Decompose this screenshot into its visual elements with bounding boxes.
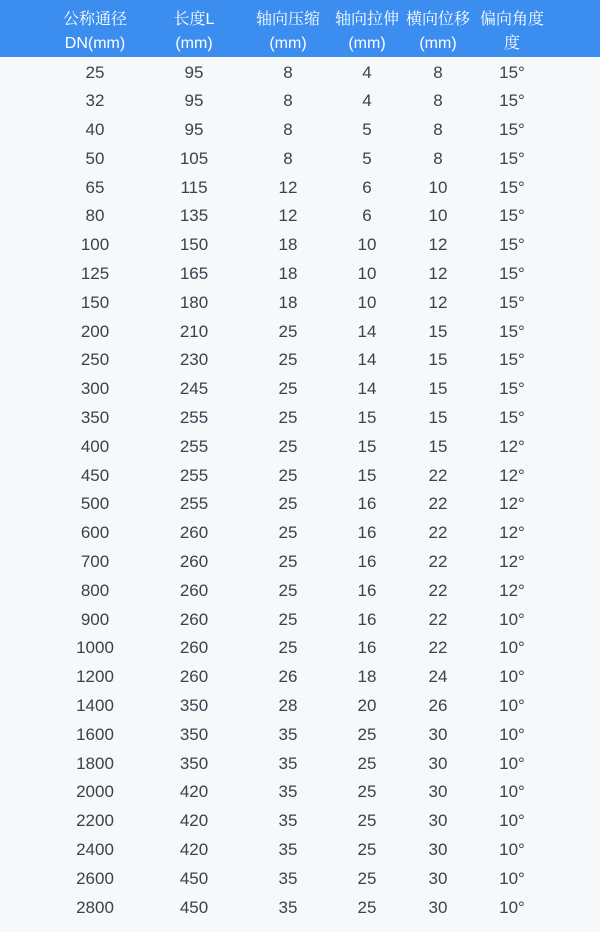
cell-nominal-diameter: 2000: [76, 782, 114, 802]
column-header-length: [144, 0, 244, 58]
cell-deflection-angle: 10°: [499, 839, 525, 859]
cell-deflection-angle: 15°: [499, 177, 525, 197]
cell-lateral-displacement: 22: [428, 465, 448, 485]
cell-axial-tension: 14: [357, 321, 377, 341]
table-row: [0, 404, 600, 433]
column-header-nominal-diameter: [0, 0, 144, 58]
cell-nominal-diameter: 50: [85, 148, 105, 168]
table-row: [0, 346, 600, 375]
cell-lateral-displacement: 10: [428, 177, 448, 197]
cell-length: 105: [179, 148, 209, 168]
cell-axial-compression: 25: [278, 436, 298, 456]
cell-axial-tension: 25: [357, 868, 377, 888]
cell-axial-compression: 35: [278, 753, 298, 773]
cell-nominal-diameter: 2600: [76, 868, 114, 888]
cell-deflection-angle: 12°: [499, 494, 525, 514]
cell-axial-compression: 18: [278, 263, 298, 283]
column-header-lateral-displacement: [402, 0, 474, 58]
cell-length: 260: [179, 551, 209, 571]
cell-axial-compression: 28: [278, 695, 298, 715]
table-row: [0, 605, 600, 634]
cell-axial-compression: 35: [278, 782, 298, 802]
cell-lateral-displacement: 15: [428, 350, 448, 370]
cell-axial-tension: 16: [357, 551, 377, 571]
cell-lateral-displacement: 22: [428, 638, 448, 658]
cell-axial-tension: 25: [357, 897, 377, 917]
cell-deflection-angle: 15°: [499, 321, 525, 341]
cell-axial-compression: 12: [278, 206, 298, 226]
cell-deflection-angle: 12°: [499, 580, 525, 600]
table-row: [0, 144, 600, 173]
cell-nominal-diameter: 900: [80, 609, 110, 629]
table-row: [0, 116, 600, 145]
cell-deflection-angle: 10°: [499, 897, 525, 917]
cell-deflection-angle: 10°: [499, 868, 525, 888]
cell-axial-compression: 25: [278, 350, 298, 370]
cell-lateral-displacement: 30: [428, 753, 448, 773]
cell-lateral-displacement: 10: [428, 206, 448, 226]
cell-lateral-displacement: 30: [428, 811, 448, 831]
column-header-unit: (mm): [269, 35, 307, 52]
cell-axial-compression: 25: [278, 523, 298, 543]
cell-length: 95: [184, 62, 204, 82]
cell-length: 135: [179, 206, 209, 226]
cell-nominal-diameter: 2800: [76, 897, 114, 917]
cell-length: 180: [179, 292, 209, 312]
cell-nominal-diameter: 1200: [76, 667, 114, 687]
table-row: [0, 749, 600, 778]
cell-axial-tension: 10: [357, 235, 377, 255]
table-row: [0, 634, 600, 663]
cell-lateral-displacement: 15: [428, 407, 448, 427]
cell-lateral-displacement: 15: [428, 379, 448, 399]
cell-deflection-angle: 15°: [499, 206, 525, 226]
cell-lateral-displacement: 8: [433, 91, 443, 111]
cell-nominal-diameter: 700: [80, 551, 110, 571]
cell-axial-compression: 35: [278, 868, 298, 888]
table-row: [0, 58, 600, 87]
cell-axial-compression: 18: [278, 235, 298, 255]
column-header-label: 长度L: [173, 11, 215, 28]
table-row: [0, 548, 600, 577]
cell-lateral-displacement: 12: [428, 263, 448, 283]
cell-axial-compression: 18: [278, 292, 298, 312]
cell-axial-tension: 16: [357, 638, 377, 658]
table-row: [0, 893, 600, 922]
cell-axial-tension: 14: [357, 379, 377, 399]
cell-axial-tension: 14: [357, 350, 377, 370]
cell-axial-compression: 25: [278, 580, 298, 600]
cell-axial-compression: 35: [278, 897, 298, 917]
cell-length: 230: [179, 350, 209, 370]
cell-length: 350: [179, 753, 209, 773]
cell-axial-compression: 25: [278, 609, 298, 629]
cell-axial-compression: 8: [283, 91, 293, 111]
cell-length: 260: [179, 609, 209, 629]
cell-deflection-angle: 15°: [499, 379, 525, 399]
cell-nominal-diameter: 1000: [76, 638, 114, 658]
cell-lateral-displacement: 15: [428, 321, 448, 341]
header-row: [0, 0, 600, 58]
cell-deflection-angle: 10°: [499, 609, 525, 629]
cell-axial-compression: 26: [278, 667, 298, 687]
cell-axial-compression: 8: [283, 148, 293, 168]
cell-deflection-angle: 15°: [499, 292, 525, 312]
cell-length: 245: [179, 379, 209, 399]
cell-axial-compression: 35: [278, 811, 298, 831]
cell-axial-compression: 25: [278, 379, 298, 399]
cell-length: 165: [179, 263, 209, 283]
cell-axial-tension: 25: [357, 839, 377, 859]
cell-lateral-displacement: 22: [428, 551, 448, 571]
cell-nominal-diameter: 32: [85, 91, 105, 111]
cell-lateral-displacement: 30: [428, 724, 448, 744]
cell-deflection-angle: 10°: [499, 753, 525, 773]
cell-length: 350: [179, 724, 209, 744]
cell-axial-tension: 4: [362, 91, 372, 111]
cell-axial-tension: 5: [362, 119, 372, 139]
cell-deflection-angle: 12°: [499, 551, 525, 571]
column-header-axial-tension: [332, 0, 402, 58]
table-row: [0, 461, 600, 490]
table-row: [0, 375, 600, 404]
cell-length: 420: [179, 839, 209, 859]
cell-axial-compression: 35: [278, 839, 298, 859]
column-header-label: 偏向角度: [479, 11, 544, 28]
cell-axial-tension: 20: [357, 695, 377, 715]
cell-length: 95: [184, 119, 204, 139]
cell-deflection-angle: 15°: [499, 91, 525, 111]
table-row: [0, 173, 600, 202]
column-header-deflection-angle: [474, 0, 600, 58]
cell-nominal-diameter: 400: [80, 436, 110, 456]
cell-nominal-diameter: 25: [85, 62, 105, 82]
cell-nominal-diameter: 800: [80, 580, 110, 600]
cell-length: 450: [179, 868, 209, 888]
cell-deflection-angle: 15°: [499, 235, 525, 255]
cell-length: 420: [179, 811, 209, 831]
cell-deflection-angle: 12°: [499, 523, 525, 543]
cell-axial-tension: 16: [357, 609, 377, 629]
cell-nominal-diameter: 1400: [76, 695, 114, 715]
cell-axial-compression: 25: [278, 638, 298, 658]
column-header-unit: (mm): [348, 35, 386, 52]
table-row: [0, 836, 600, 865]
cell-nominal-diameter: 40: [85, 119, 105, 139]
cell-nominal-diameter: 1600: [76, 724, 114, 744]
cell-length: 260: [179, 667, 209, 687]
cell-lateral-displacement: 22: [428, 609, 448, 629]
cell-lateral-displacement: 12: [428, 292, 448, 312]
table-row: [0, 720, 600, 749]
cell-length: 255: [179, 407, 209, 427]
cell-lateral-displacement: 8: [433, 148, 443, 168]
column-header-label: 轴向压缩: [255, 11, 320, 28]
cell-axial-compression: 35: [278, 724, 298, 744]
cell-deflection-angle: 10°: [499, 667, 525, 687]
cell-length: 255: [179, 494, 209, 514]
cell-nominal-diameter: 450: [80, 465, 110, 485]
cell-deflection-angle: 15°: [499, 350, 525, 370]
table-row: [0, 864, 600, 893]
column-header-unit: (mm): [175, 35, 213, 52]
cell-lateral-displacement: 15: [428, 436, 448, 456]
cell-length: 260: [179, 523, 209, 543]
cell-axial-compression: 25: [278, 321, 298, 341]
cell-lateral-displacement: 30: [428, 839, 448, 859]
cell-lateral-displacement: 30: [428, 782, 448, 802]
table-row: [0, 692, 600, 721]
cell-length: 260: [179, 580, 209, 600]
table-row: [0, 519, 600, 548]
table-row: [0, 807, 600, 836]
cell-nominal-diameter: 1800: [76, 753, 114, 773]
table-row: [0, 317, 600, 346]
cell-length: 255: [179, 465, 209, 485]
cell-length: 255: [179, 436, 209, 456]
cell-deflection-angle: 15°: [499, 263, 525, 283]
cell-axial-tension: 25: [357, 753, 377, 773]
cell-axial-tension: 16: [357, 494, 377, 514]
cell-axial-compression: 8: [283, 62, 293, 82]
column-header-unit: 度: [503, 35, 520, 52]
cell-axial-tension: 5: [362, 148, 372, 168]
cell-axial-compression: 8: [283, 119, 293, 139]
table-row: [0, 663, 600, 692]
table-row: [0, 260, 600, 289]
cell-nominal-diameter: 125: [80, 263, 110, 283]
cell-axial-compression: 25: [278, 551, 298, 571]
cell-axial-compression: 25: [278, 465, 298, 485]
cell-length: 95: [184, 91, 204, 111]
cell-axial-tension: 18: [357, 667, 377, 687]
cell-length: 150: [179, 235, 209, 255]
cell-axial-compression: 12: [278, 177, 298, 197]
cell-deflection-angle: 10°: [499, 724, 525, 744]
cell-lateral-displacement: 8: [433, 119, 443, 139]
cell-nominal-diameter: 100: [80, 235, 110, 255]
cell-lateral-displacement: 8: [433, 62, 443, 82]
table-row: [0, 87, 600, 116]
spec-table-body: [0, 58, 600, 922]
cell-nominal-diameter: 250: [80, 350, 110, 370]
cell-nominal-diameter: 350: [80, 407, 110, 427]
cell-lateral-displacement: 24: [428, 667, 448, 687]
table-row: [0, 231, 600, 260]
column-header-unit: DN(mm): [64, 35, 126, 52]
table-row: [0, 778, 600, 807]
cell-lateral-displacement: 26: [428, 695, 448, 715]
table-row: [0, 202, 600, 231]
table-row: [0, 288, 600, 317]
cell-nominal-diameter: 200: [80, 321, 110, 341]
cell-nominal-diameter: 2400: [76, 839, 114, 859]
cell-deflection-angle: 15°: [499, 62, 525, 82]
cell-axial-tension: 10: [357, 263, 377, 283]
column-header-label: 公称通径: [62, 11, 127, 28]
cell-deflection-angle: 15°: [499, 119, 525, 139]
cell-lateral-displacement: 30: [428, 868, 448, 888]
cell-axial-tension: 16: [357, 580, 377, 600]
cell-axial-tension: 15: [357, 436, 377, 456]
table-row: [0, 490, 600, 519]
cell-axial-tension: 25: [357, 811, 377, 831]
cell-nominal-diameter: 600: [80, 523, 110, 543]
cell-deflection-angle: 12°: [499, 436, 525, 456]
cell-nominal-diameter: 500: [80, 494, 110, 514]
cell-lateral-displacement: 30: [428, 897, 448, 917]
cell-nominal-diameter: 80: [85, 206, 105, 226]
cell-axial-compression: 25: [278, 494, 298, 514]
cell-axial-tension: 6: [362, 177, 372, 197]
cell-lateral-displacement: 12: [428, 235, 448, 255]
spec-table-header: [0, 0, 600, 58]
cell-length: 115: [180, 177, 208, 197]
cell-axial-tension: 25: [357, 724, 377, 744]
table-row: [0, 432, 600, 461]
cell-axial-compression: 25: [278, 407, 298, 427]
cell-lateral-displacement: 22: [428, 523, 448, 543]
cell-axial-tension: 10: [357, 292, 377, 312]
cell-length: 350: [179, 695, 209, 715]
cell-nominal-diameter: 150: [80, 292, 110, 312]
cell-deflection-angle: 10°: [499, 638, 525, 658]
cell-axial-tension: 6: [362, 206, 372, 226]
cell-length: 210: [179, 321, 209, 341]
cell-deflection-angle: 10°: [499, 782, 525, 802]
cell-axial-tension: 25: [357, 782, 377, 802]
cell-lateral-displacement: 22: [428, 494, 448, 514]
column-header-unit: (mm): [419, 35, 457, 52]
cell-deflection-angle: 10°: [499, 695, 525, 715]
cell-length: 450: [179, 897, 209, 917]
cell-length: 260: [179, 638, 209, 658]
cell-lateral-displacement: 22: [428, 580, 448, 600]
cell-nominal-diameter: 2200: [76, 811, 114, 831]
column-header-axial-compression: [244, 0, 332, 58]
cell-axial-tension: 15: [357, 465, 377, 485]
cell-nominal-diameter: 300: [80, 379, 110, 399]
cell-axial-tension: 4: [362, 62, 372, 82]
cell-deflection-angle: 10°: [499, 811, 525, 831]
cell-deflection-angle: 15°: [499, 407, 525, 427]
column-header-label: 轴向拉伸: [334, 11, 399, 28]
cell-axial-tension: 15: [357, 407, 377, 427]
cell-deflection-angle: 15°: [499, 148, 525, 168]
column-header-label: 横向位移: [405, 11, 470, 28]
cell-deflection-angle: 12°: [499, 465, 525, 485]
cell-axial-tension: 16: [357, 523, 377, 543]
cell-nominal-diameter: 65: [85, 177, 105, 197]
table-row: [0, 576, 600, 605]
cell-length: 420: [179, 782, 209, 802]
